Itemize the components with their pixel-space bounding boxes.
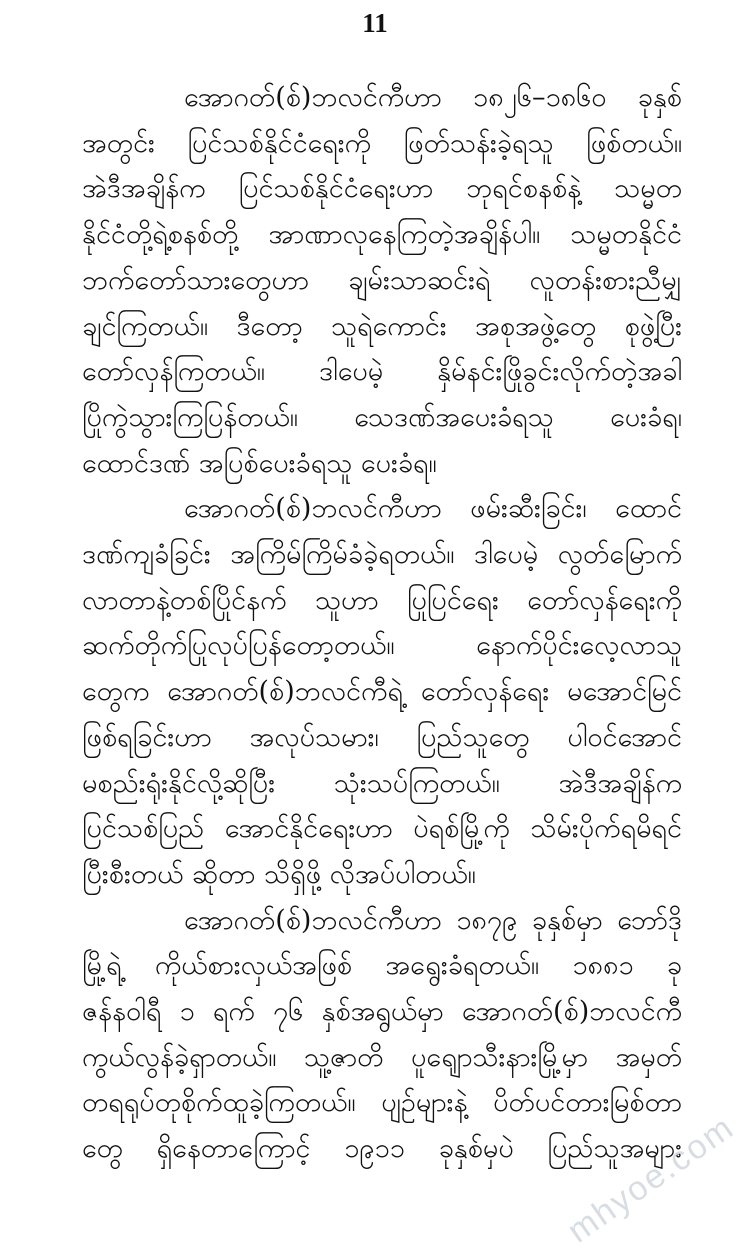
text-line: တရရုပ်တုစိုက်ထူခဲ့ကြတယ်။ ပျဉ်များနဲ့ ပိတ်ပင်တားမြစ်တာ xyxy=(82,1087,682,1119)
page-number: 11 xyxy=(362,8,388,38)
text-line: အတွင်း ပြင်သစ်နိုင်ငံရေးကို ဖြတ်သန်းခဲ့ရသူ ဖြစ်တယ်။ xyxy=(82,127,682,159)
text-line: အောဂတ်(စ်)ဘလင်ကီဟာ ၁၈၂၆–၁၈၆၀ ခုနှစ် xyxy=(184,82,682,113)
text-line: အောဂတ်(စ်)ဘလင်ကီဟာ ၁၈၇၉ ခုနှစ်မှာ ဘော်ဒို xyxy=(184,904,682,936)
text-line: အဲဒီအချိန်က ပြင်သစ်နိုင်ငံရေးဟာ ဘုရင်စနစ်နဲ့ သမ္မတ xyxy=(82,173,682,205)
text-line: မြို့ရဲ့ ကိုယ်စားလှယ်အဖြစ် အရွေးခံရတယ်။ ၁၈၈၁ ခု xyxy=(82,950,682,982)
text-line: တွေ ရှိနေတာကြောင့် ၁၉၁၁ ခုနှစ်မှပဲ ပြည်သူအများ xyxy=(82,1133,682,1165)
text-line: အောဂတ်(စ်)ဘလင်ကီဟာ ဖမ်းဆီးခြင်း၊ ထောင် xyxy=(184,493,682,525)
text-line: ချင်ကြတယ်။ ဒီတော့ သူရဲကောင်း အစုအဖွဲ့တွေ စုဖွဲ့ပြီး xyxy=(82,310,682,342)
text-line: ထောင်ဒဏ် အပြစ်ပေးခံရသူ ပေးခံရ။ xyxy=(82,447,437,479)
text-line: ပြင်သစ်ပြည် အောင်နိုင်ရေးဟာ ပဲရစ်မြို့ကို သိမ်းပိုက်ရမိရင် xyxy=(82,813,682,845)
text-line: တော်လှန်ကြတယ်။ ဒါပေမဲ့ နှိမ်နင်းဖြိုခွင်းလိုက်တဲ့အခါ xyxy=(82,356,682,388)
text-line: ဒဏ်ကျခံခြင်း အကြိမ်ကြိမ်ခံခဲ့ရတယ်။ ဒါပေမဲ့ လွတ်မြောက် xyxy=(82,539,682,570)
text-line: ဆက်တိုက်ပြုလုပ်ပြန်တော့တယ်။ နောက်ပိုင်းလေ့လာသူ xyxy=(82,630,682,662)
text-line: ဇန်နဝါရီ ၁ ရက် ၇၆ နှစ်အရွယ်မှာ အောဂတ်(စ်)ဘလင်ကီ xyxy=(82,996,682,1027)
text-line: ပြီးစီးတယ် ဆိုတာ သိရှိဖို့ လိုအပ်ပါတယ်။ xyxy=(82,858,476,890)
text-line: ကွယ်လွန်ခဲ့ရှာတယ်။ သူ့ဇာတိ ပူရျောသီးနားမြို့မှာ အမှတ် xyxy=(82,1041,682,1073)
watermark: mhyoe.com xyxy=(560,1108,742,1251)
text-line: လာတာနဲ့တစ်ပြိုင်နက် သူဟာ ပြုပြင်ရေး တော်လှန်ရေးကို xyxy=(82,584,682,616)
text-line: ပြိုကွဲသွားကြပြန်တယ်။ သေဒဏ်အပေးခံရသူ ပေးခံရ၊ xyxy=(82,401,682,433)
text-line: တွေက အောဂတ်(စ်)ဘလင်ကီရဲ့ တော်လှန်ရေး မအောင်မြင် xyxy=(82,676,682,708)
text-line: နိုင်ငံတို့ရဲ့စနစ်တို့ အာဏာလုနေကြတဲ့အချိန်ပါ။ သမ္မတနိုင်ငံ xyxy=(82,219,682,251)
text-line: ဘက်တော်သားတွေဟာ ချမ်းသာဆင်းရဲ လူတန်းစားညီမျှ xyxy=(82,264,682,296)
text-line: ဖြစ်ရခြင်းဟာ အလုပ်သမား၊ ပြည်သူတွေ ပါဝင်အောင် xyxy=(82,721,682,753)
text-line: မစည်းရုံးနိုင်လို့ဆိုပြီး သုံးသပ်ကြတယ်။ အဲဒီအချိန်က xyxy=(82,767,682,799)
